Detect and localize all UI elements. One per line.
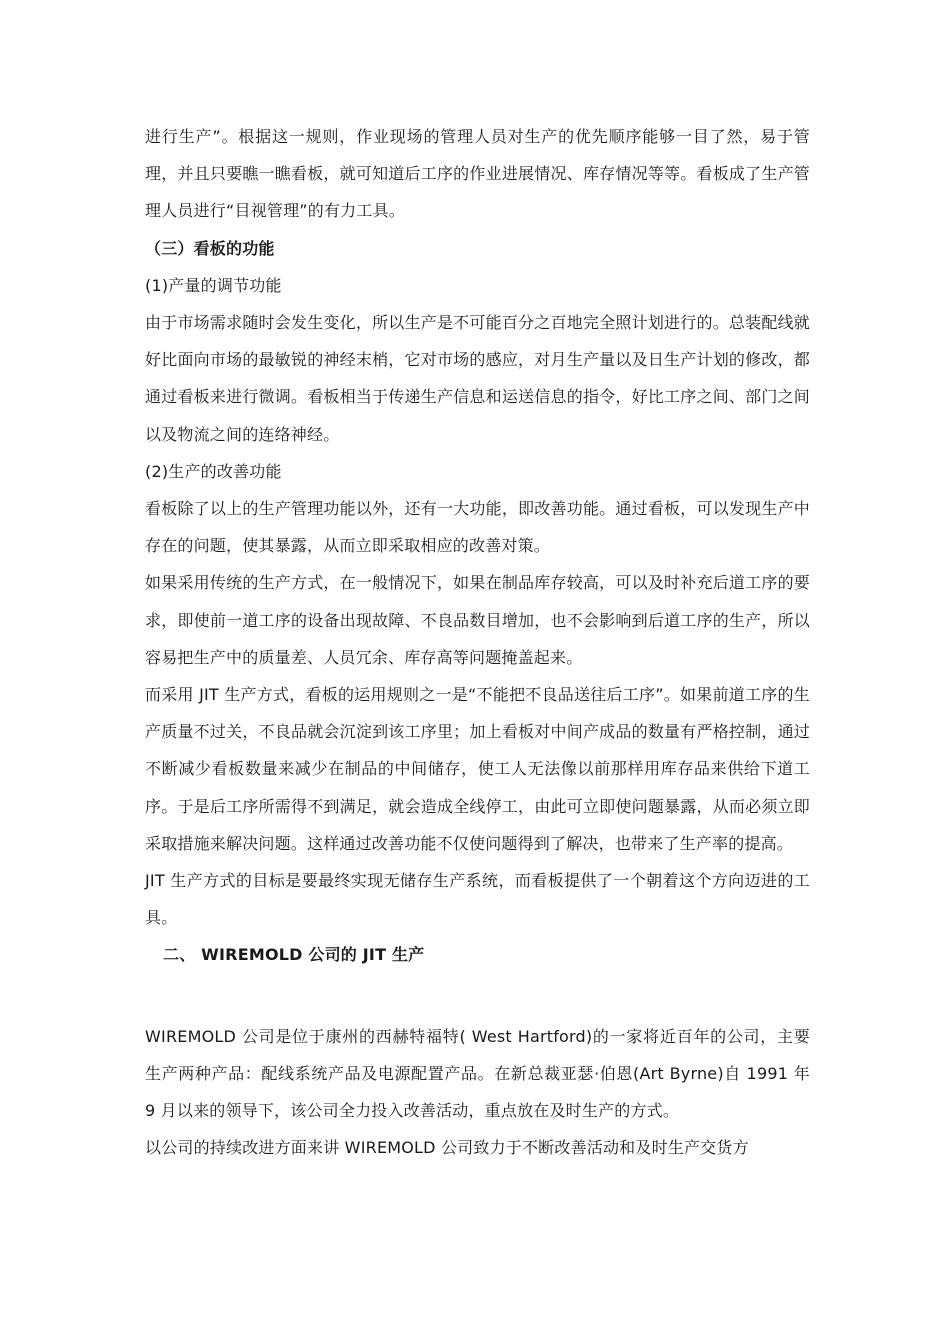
document-body [145,118,810,1166]
paragraph-wiremold-intro: WIREMOLD 公司是位于康州的西赫特福特( West Hartford)的一家将近百年的公司，主要生产两种产品：配线系统产品及电源配置产品。在新总裁亚瑟·伯恩(Art Byrne)自 1991 年 9 月以来的领导下，该公司全力投入改善活动，重点放在及时生产的方式。 [145,1026,810,1121]
subheading-production-improvement: (2)生产的改善功能 [145,461,282,481]
subheading-output-adjustment: (1)产量的调节功能 [145,275,282,295]
blank-line [145,974,810,1018]
paragraph-traditional-production: 如果采用传统的生产方式，在一般情况下，如果在制品库存较高，可以及时补充后道工序的要求，即使前一道工序的设备出现故障、不良品数目增加，也不会影响到后道工序的生产，所以容易把生产中的质量差、人员冗余、库存高等问题掩盖起来。 [145,573,810,667]
section-heading-wiremold: 二、 WIREMOLD 公司的 JIT 生产 [163,945,425,965]
paragraph-output-adjustment: 由于市场需求随时会发生变化，所以生产是不可能百分之百地完全照计划进行的。总装配线就好比面向市场的最敏锐的神经末梢，它对市场的感应，对月生产量以及日生产计划的修改，都通过看板来进行微调。看板相当于传递生产信息和运送信息的指令，好比工序之间、部门之间以及物流之间的连络神经。 [145,313,810,444]
paragraph-wiremold-improvement: 以公司的持续改进方面来讲 WIREMOLD 公司致力于不断改善活动和及时生产交货方 [145,1138,749,1158]
heading-kanban-functions: （三）看板的功能 [145,238,275,258]
paragraph-jit-defects: 而采用 JIT 生产方式，看板的运用规则之一是“不能把不良品送往后工序”。如果前道工序的生产质量不过关，不良品就会沉淀到该工序里；加上看板对中间产成品的数量有严格控制，通过不断减少看板数量来减少在制品的中间储存，使工人无法像以前那样用库存品来供给下道工序。于是后工序所需得不到满足，就会造成全线停工，由此可立即使问题暴露，从而必须立即采取措施来解决问题。这样通过改善功能不仅使问题得到了解决，也带来了生产率的提高。 [145,685,810,853]
paragraph-improvement-function: 看板除了以上的生产管理功能以外，还有一大功能，即改善功能。通过看板，可以发现生产中存在的问题，使其暴露，从而立即采取相应的改善对策。 [145,499,810,556]
paragraph-jit-goal: JIT 生产方式的目标是要最终实现无储存生产系统，而看板提供了一个朝着这个方向迈进的工具。 [145,871,810,928]
paragraph-kanban-visual-management: 进行生产”。根据这一规则，作业现场的管理人员对生产的优先顺序能够一目了然，易于管理，并且只要瞧一瞧看板，就可知道后工序的作业进展情况、库存情况等等。看板成了生产管理人员进行“目视管理”的有力工具。 [145,127,810,221]
